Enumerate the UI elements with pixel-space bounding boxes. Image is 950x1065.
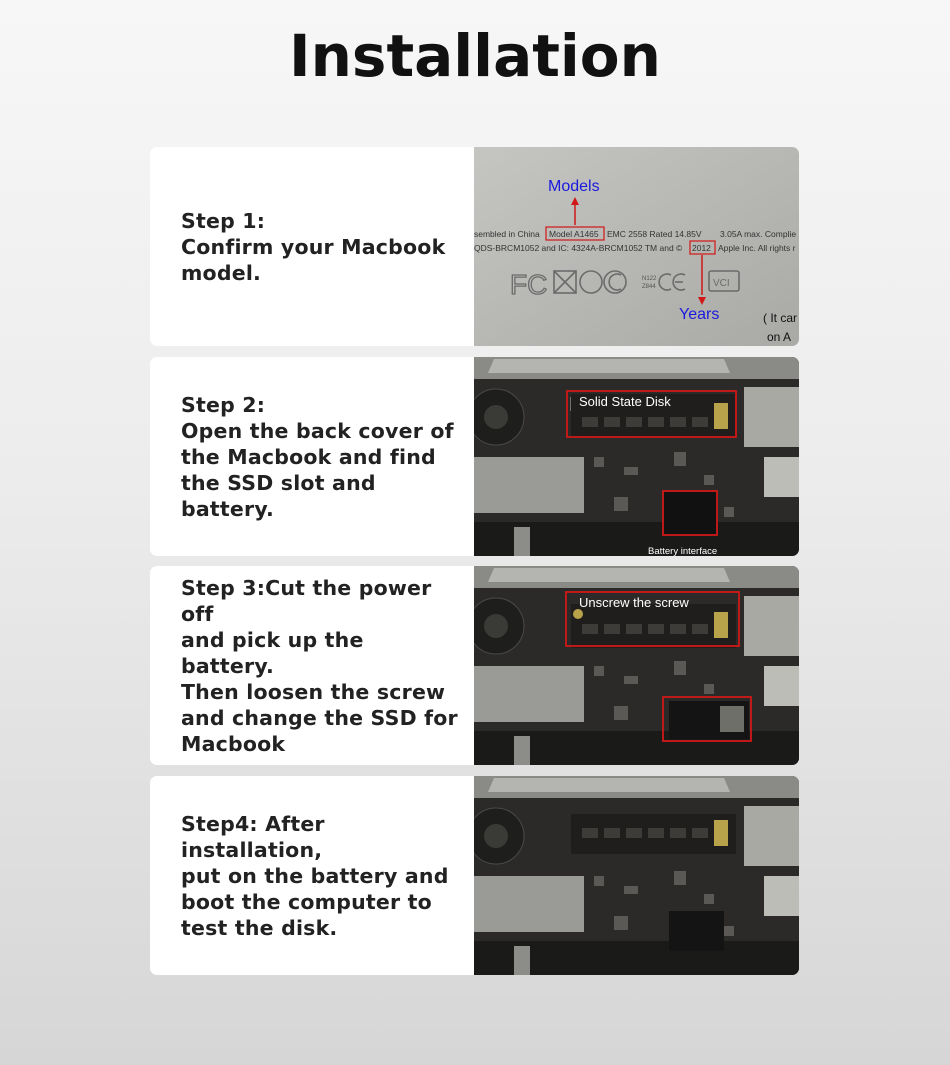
label-line-1a: sembled in China (474, 229, 540, 239)
step-4-photo-logic-board (474, 776, 799, 975)
mark-small-2: Z844 (642, 284, 656, 290)
step-2-photo-logic-board (474, 357, 799, 556)
label-line-2a: QDS-BRCM1052 and IC: 4324A-BRCM1052 TM and © (474, 243, 683, 253)
mark-small-1: N122 (642, 276, 657, 282)
step-1-card (150, 147, 799, 346)
label-year: 2012 (692, 243, 711, 253)
step-1-body: Confirm your Macbook model. (181, 234, 446, 285)
step-3-photo-logic-board (474, 566, 799, 765)
step-2-heading: Step 2: (181, 392, 266, 417)
label-model: Model A1465 (549, 229, 599, 239)
page-title: Installation (289, 22, 661, 90)
screw-label: Unscrew the screw (579, 595, 689, 610)
step-1-heading: Step 1: (181, 208, 266, 233)
logic-board-installed-image (474, 776, 799, 975)
step-2-card (150, 357, 799, 556)
step-3-body: Step 3:Cut the power off and pick up the battery. Then loosen the screw and change the SSD for Macbook (181, 575, 458, 756)
models-label: Models (548, 178, 600, 195)
label-line-1b: EMC 2558 Rated 14.85V (607, 229, 702, 239)
step-3-text (181, 566, 461, 765)
label-line-2b: Apple Inc. All rights r (718, 243, 796, 253)
step-4-text (181, 776, 461, 975)
screw-icon (573, 609, 583, 619)
logic-board-image (474, 357, 799, 556)
label-line-1c: 3.05A max. Complie (720, 229, 797, 239)
step-2-body: Open the back cover of the Macbook and find the SSD slot and battery. (181, 418, 454, 521)
step-1-text (181, 147, 461, 346)
note-line-1: ( It car (763, 311, 798, 325)
step-4-card (150, 776, 799, 975)
note-line-2: on A (767, 330, 792, 344)
battery-label: Battery interface (648, 546, 718, 556)
step-1-photo-macbook-label (474, 147, 799, 346)
logic-board-screw-image (474, 566, 799, 765)
step-3-card (150, 566, 799, 765)
step-2-text (181, 357, 461, 556)
macbook-bottom-label-image (474, 147, 799, 346)
step-4-body: Step4: After installation, put on the battery and boot the computer to test the disk. (181, 811, 449, 940)
vci-mark: VCI (713, 278, 730, 289)
years-label: Years (679, 306, 720, 323)
fcc-mark: FC (510, 269, 548, 300)
ssd-label: Solid State Disk (579, 394, 671, 409)
